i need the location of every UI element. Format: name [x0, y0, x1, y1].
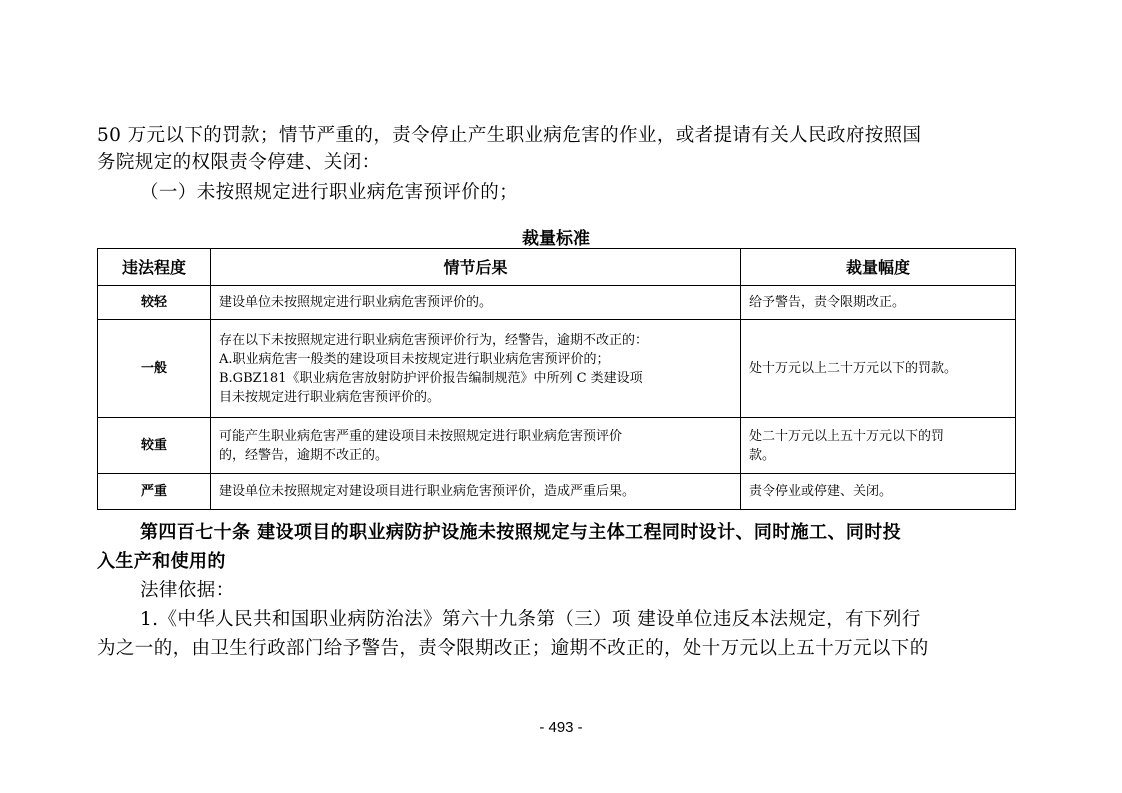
penalty-line: 处十万元以上二十万元以下的罚款。 — [749, 361, 958, 376]
penalty-cell — [741, 474, 1016, 510]
header-circumstances: 情节后果 — [211, 249, 741, 286]
level-cell: 较轻 — [98, 286, 211, 320]
circumstances-cell — [211, 320, 741, 418]
table-row — [98, 320, 1016, 418]
circumstances-line: 目未按规定进行职业病危害预评价的。 — [219, 389, 441, 405]
table-row — [98, 418, 1016, 474]
intro-line-3: （一）未按照规定进行职业病危害预评价的； — [140, 182, 519, 203]
circumstances-line: 可能产生职业病危害严重的建设项目未按照规定进行职业病危害预评价 — [219, 428, 623, 444]
circumstances-line: A.职业病危害一般类的建设项目未按规定进行职业病危害预评价的； — [219, 351, 610, 367]
level-cell: 严重 — [98, 474, 211, 510]
penalty-cell — [741, 286, 1016, 320]
legal-basis-label: 法律依据： — [140, 580, 235, 601]
circumstances-line: B.GBZ181《职业病危害放射防护评价报告编制规范》中所列 C 类建设项 — [219, 370, 643, 386]
circumstances-line: 存在以下未按照规定进行职业病危害预评价行为，经警告，逾期不改正的： — [219, 332, 649, 348]
circumstances-line: 建设单位未按照规定对建设项目进行职业病危害预评价，造成严重后果。 — [219, 484, 636, 499]
penalty-line: 责令停业或停建、关闭。 — [749, 484, 893, 499]
table-caption: 裁量标准 — [522, 229, 590, 249]
circumstances-line: 的，经警告，逾期不改正的。 — [219, 447, 389, 463]
article-heading-line-2: 入生产和使用的 — [97, 551, 226, 572]
table-row — [98, 286, 1016, 320]
circumstances-cell — [211, 418, 741, 474]
circumstances-line: 建设单位未按照规定进行职业病危害预评价的。 — [219, 295, 493, 310]
intro-line-1: 50 万元以下的罚款；情节严重的，责令停止产生职业病危害的作业，或者提请有关人民政府按照国 — [97, 125, 922, 146]
level-cell: 较重 — [98, 418, 211, 474]
article-heading-line-1: 第四百七十条 建设项目的职业病防护设施未按照规定与主体工程同时设计、同时施工、同时投 — [140, 522, 902, 543]
penalty-line: 给予警告，责令限期改正。 — [749, 295, 906, 310]
circumstances-cell — [211, 474, 741, 510]
table-row — [98, 474, 1016, 510]
penalty-line: 款。 — [749, 447, 776, 463]
legal-basis-line-2: 为之一的，由卫生行政部门给予警告，责令限期改正；逾期不改正的，处十万元以上五十万元以下的 — [97, 638, 929, 659]
page-number: - 493 - — [539, 719, 583, 736]
table-header-row — [98, 249, 1016, 286]
level-cell: 一般 — [98, 320, 211, 418]
legal-basis-line-1: 1.《中华人民共和国职业病防治法》第六十九条第（三）项 建设单位违反本法规定，有下列行 — [140, 609, 921, 630]
penalty-cell — [741, 320, 1016, 418]
header-penalty-range: 裁量幅度 — [741, 249, 1016, 286]
intro-line-2: 务院规定的权限责令停建、关闭： — [97, 152, 381, 173]
discretion-standard-table — [97, 248, 1016, 510]
penalty-line: 处二十万元以上五十万元以下的罚 — [749, 428, 945, 444]
circumstances-cell — [211, 286, 741, 320]
penalty-cell — [741, 418, 1016, 474]
header-violation-level: 违法程度 — [98, 249, 211, 286]
